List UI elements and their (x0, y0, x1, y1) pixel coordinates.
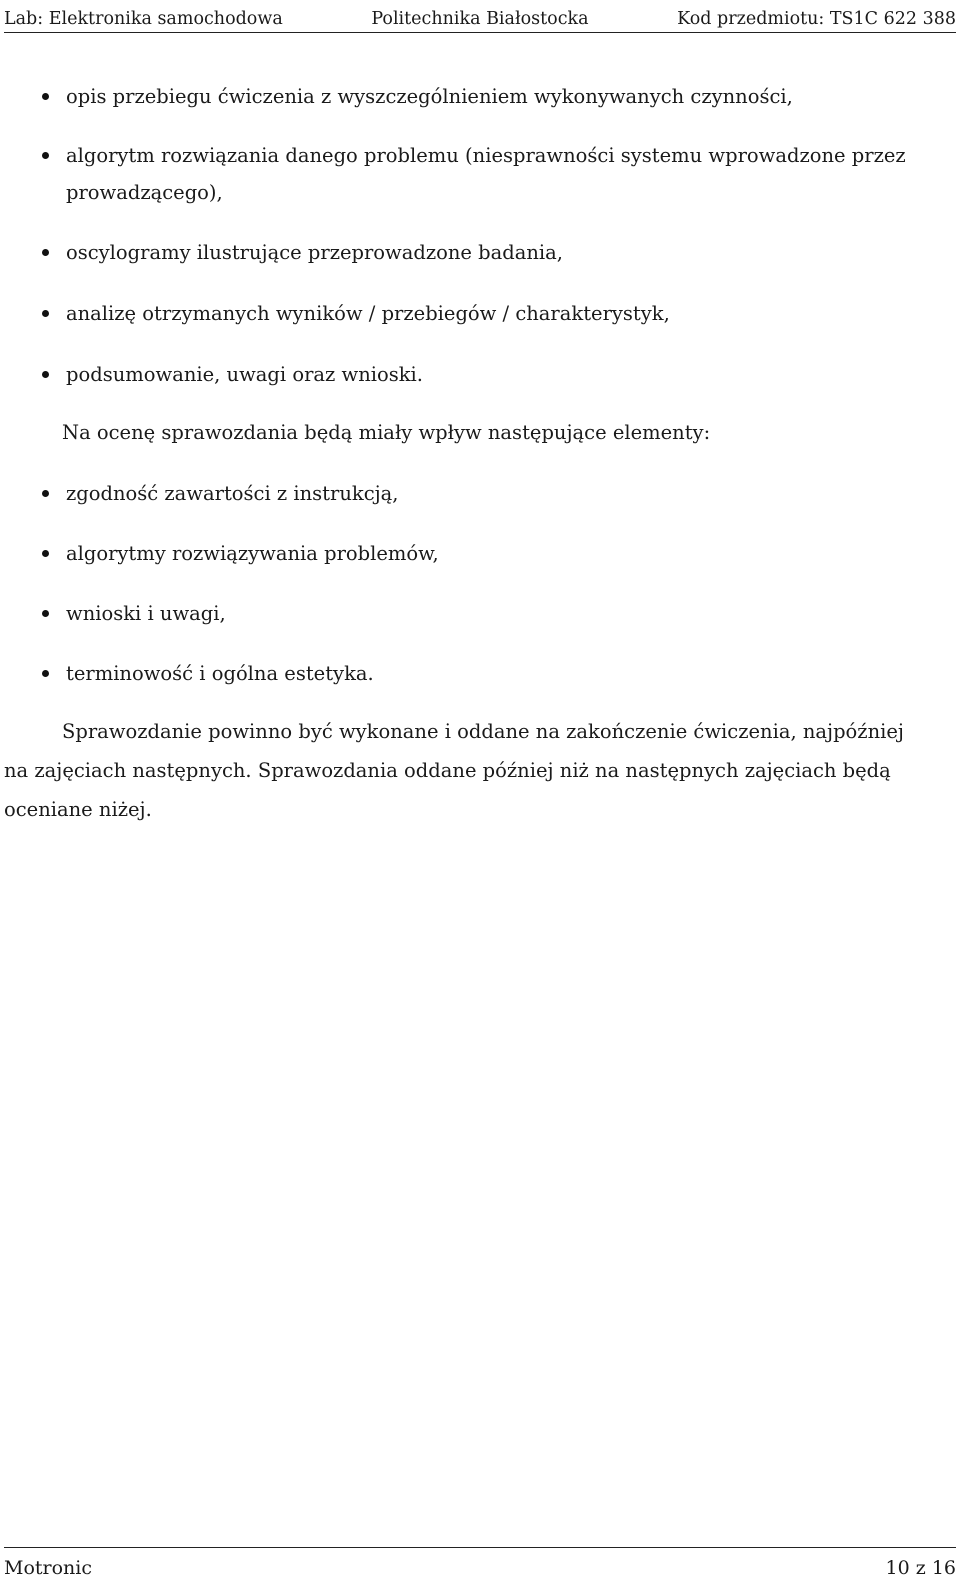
header-university: Politechnika Białostocka (371, 9, 589, 29)
list-item: oscylogramy ilustrujące przeprowadzone badania, (0, 234, 960, 271)
bullet-icon (42, 371, 49, 378)
page-footer (4, 1557, 956, 1579)
header-rule (4, 32, 956, 33)
grading-criteria-list-3 (0, 595, 960, 632)
list-item: terminowość i ogólna estetyka. (0, 655, 960, 692)
footer-rule (4, 1547, 956, 1548)
grading-criteria-list-4 (0, 655, 960, 692)
bullet-icon (42, 93, 49, 100)
list-item: analizę otrzymanych wyników / przebiegów / charakterystyk, (0, 295, 960, 332)
bullet-icon (42, 610, 49, 617)
list-item: opis przebiegu ćwiczenia z wyszczególnieniem wykonywanych czynności, (0, 78, 960, 115)
report-contents-list-2 (0, 137, 960, 211)
bullet-icon (42, 670, 49, 677)
closing-line-1: Sprawozdanie powinno być wykonane i oddane na zakończenie ćwiczenia, najpóźniej (62, 720, 904, 743)
closing-line-2: na zajęciach następnych. Sprawozdania oddane później niż na następnych zajęciach będą (4, 759, 891, 782)
header-course-code: Kod przedmiotu: TS1C 622 388 (677, 9, 956, 29)
report-contents-list-4 (0, 295, 960, 332)
bullet-icon (42, 152, 49, 159)
grading-intro: Na ocenę sprawozdania będą miały wpływ następujące elementy: (62, 421, 711, 444)
footer-page-number: 10 z 16 (885, 1557, 956, 1579)
list-item: podsumowanie, uwagi oraz wnioski. (0, 356, 960, 393)
page-header (4, 0, 956, 32)
list-item: algorytmy rozwiązywania problemów, (0, 535, 960, 572)
report-contents-list (0, 78, 960, 115)
list-item: wnioski i uwagi, (0, 595, 960, 632)
closing-line-3: oceniane niżej. (4, 798, 152, 821)
report-contents-list-5 (0, 356, 960, 393)
list-item-continuation: prowadzącego), (66, 181, 223, 204)
bullet-icon (42, 490, 49, 497)
bullet-icon (42, 550, 49, 557)
list-item: algorytm rozwiązania danego problemu (niesprawności systemu wprowadzone przez (0, 137, 960, 174)
grading-criteria-list (0, 475, 960, 512)
report-contents-list-3 (0, 234, 960, 271)
bullet-icon (42, 310, 49, 317)
header-lab-title: Lab: Elektronika samochodowa (4, 9, 283, 29)
list-item: zgodność zawartości z instrukcją, (0, 475, 960, 512)
footer-document-name: Motronic (4, 1557, 93, 1579)
bullet-icon (42, 249, 49, 256)
grading-criteria-list-2 (0, 535, 960, 572)
